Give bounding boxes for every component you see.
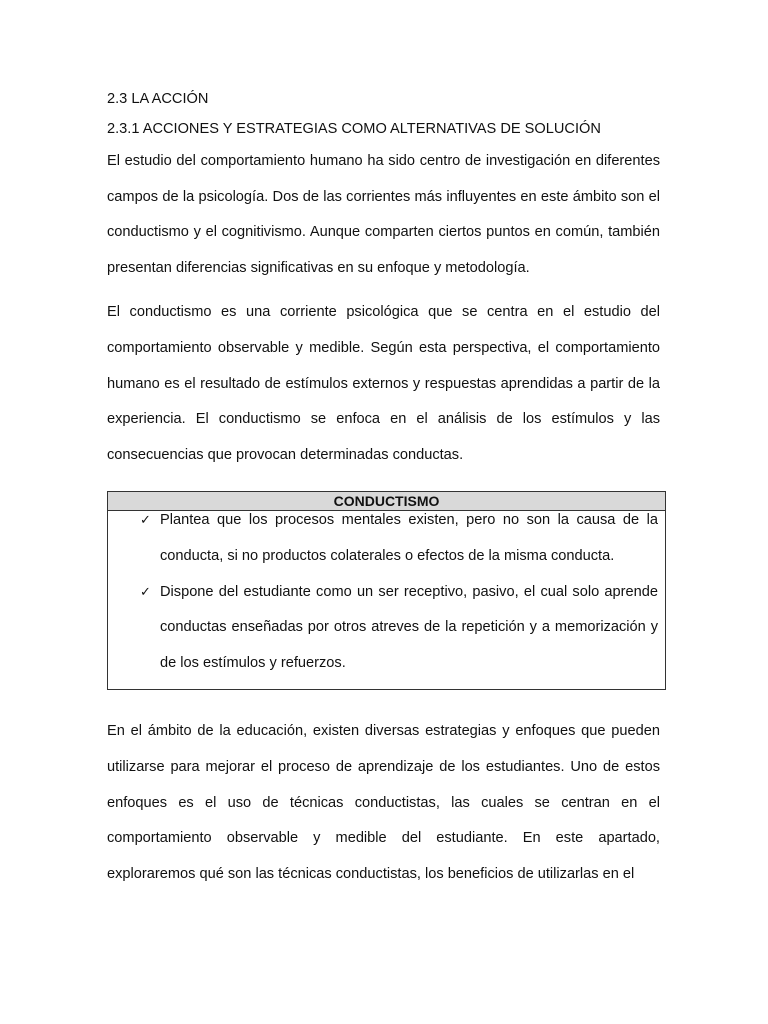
paragraph-intro: El estudio del comportamiento humano ha sido centro de investigación en diferentes campos de la psicología. Dos de las corrientes más influyentes en este ámbito son el conductismo y el cognitivismo. Aunque comparten ciertos puntos en común, también presentan diferencias significativas en su enfoque y metodología. <box>107 153 660 276</box>
conductismo-table <box>107 491 666 690</box>
checkmark-icon: ✓ <box>140 513 151 529</box>
section-heading: 2.3 LA ACCIÓN <box>107 91 209 107</box>
checkmark-icon: ✓ <box>140 584 151 600</box>
subsection-heading: 2.3.1 ACCIONES Y ESTRATEGIAS COMO ALTERNATIVAS DE SOLUCIÓN <box>107 121 601 137</box>
list-item <box>108 511 658 574</box>
list-item <box>108 575 658 682</box>
list-item-text: Dispone del estudiante como un ser receptivo, pasivo, el cual solo aprende conductas enseñadas por otros atreves de la repetición y a memorización y de los estímulos y refuerzos. <box>160 583 658 671</box>
list-item-text: Plantea que los procesos mentales existen, pero no son la causa de la conducta, si no productos colaterales o efectos de la misma conducta. <box>160 512 658 564</box>
table-header: CONDUCTISMO <box>108 492 665 511</box>
paragraph-educacion: En el ámbito de la educación, existen diversas estrategias y enfoques que pueden utilizarse para mejorar el proceso de aprendizaje de los estudiantes. Uno de estos enfoques es el uso de técnicas conductistas, las cuales se centran en el comportamiento observable y medible del estudiante. En este apartado, exploraremos qué son las técnicas conductistas, los beneficios de utilizarlas en el <box>107 723 660 882</box>
paragraph-conductismo: El conductismo es una corriente psicológica que se centra en el estudio del comportamiento observable y medible. Según esta perspectiva, el comportamiento humano es el resultado de estímulos externos y respuestas aprendidas a partir de la experiencia. El conductismo se enfoca en el análisis de los estímulos y las consecuencias que provocan determinadas conductas. <box>107 304 660 463</box>
table-body <box>108 511 665 689</box>
document-page <box>107 88 660 892</box>
